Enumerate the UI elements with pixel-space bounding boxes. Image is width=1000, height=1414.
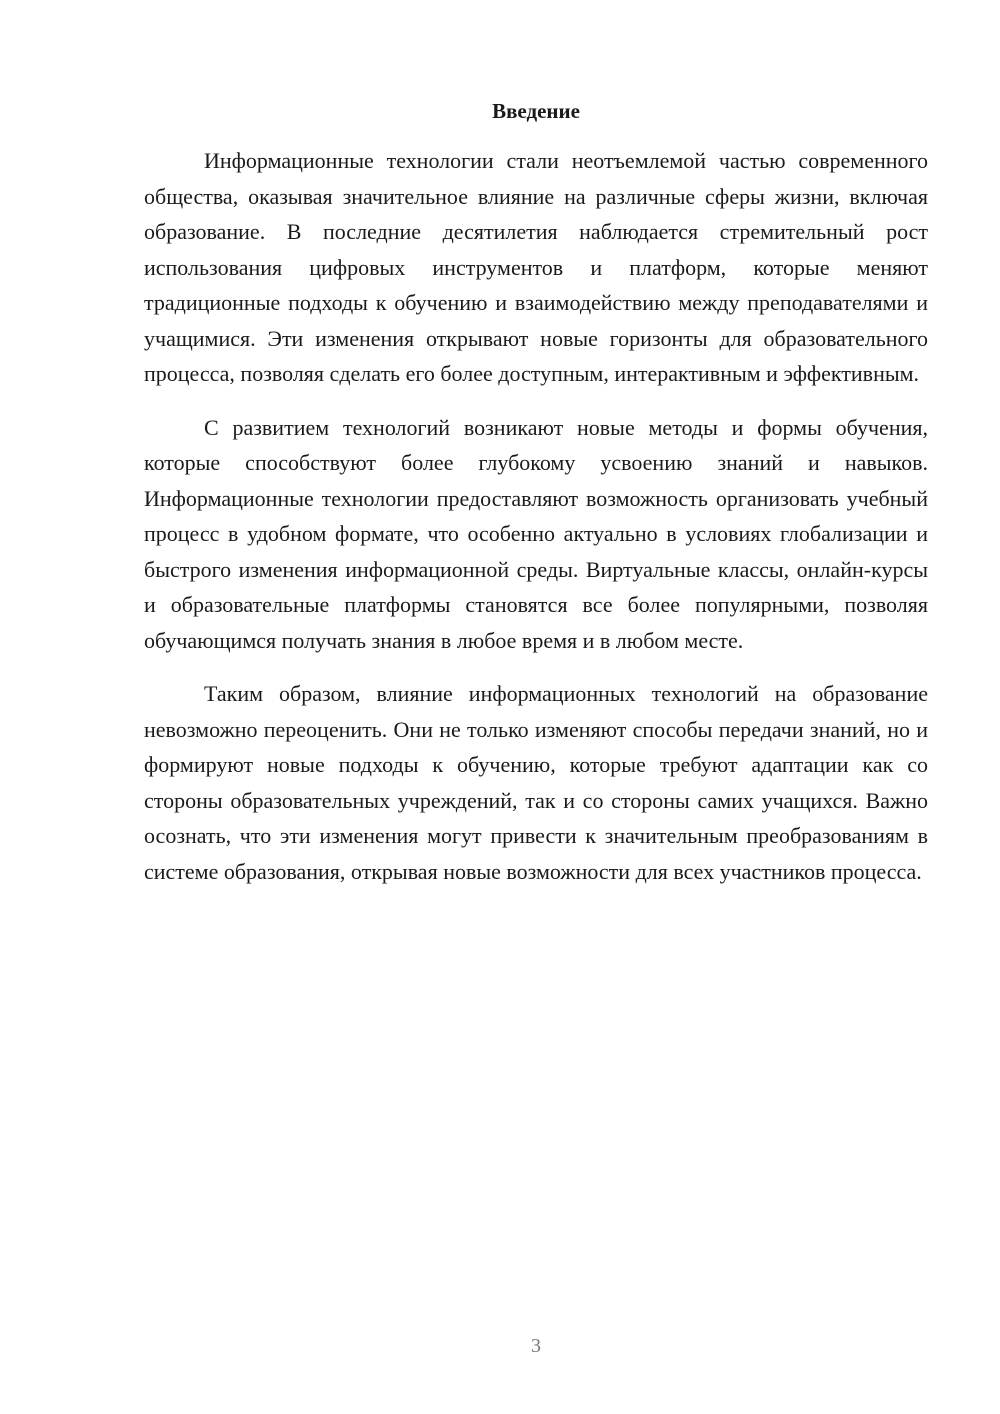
page-number: 3	[531, 1335, 541, 1357]
paragraph-2: С развитием технологий возникают новые методы и формы обучения, которые способствуют более глубокому усвоению знаний и навыков. Информационные технологии предоставляют возможность организовать учебный процесс в удобном формате, что особенно актуально в условиях глобализации и быстрого изменения информационной среды. Виртуальные классы, онлайн-курсы и образовательные платформы становятся все более популярными, позволяя обучающимся получать знания в любое время и в любом месте.	[144, 414, 928, 653]
paragraph-3: Таким образом, влияние информационных технологий на образование невозможно переоценить. Они не только изменяют способы передачи знаний, но и формируют новые подходы к обучению, которые требуют адаптации как со стороны образовательных учреждений, так и со стороны самих учащихся. Важно осознать, что эти изменения могут привести к значительным преобразованиям в системе образования, открывая новые возможности для всех участников процесса.	[144, 681, 928, 884]
paragraph-1: Информационные технологии стали неотъемлемой частью современного общества, оказывая значительное влияние на различные сферы жизни, включая образование. В последние десятилетия наблюдается стремительный рост использования цифровых инструментов и платформ, которые меняют традиционные подходы к обучению и взаимодействию между преподавателями и учащимися. Эти изменения открывают новые горизонты для образовательного процесса, позволяя сделать его более доступным, интерактивным и эффективным.	[144, 148, 928, 386]
document-body	[144, 143, 928, 907]
section-heading: Введение	[492, 99, 580, 123]
